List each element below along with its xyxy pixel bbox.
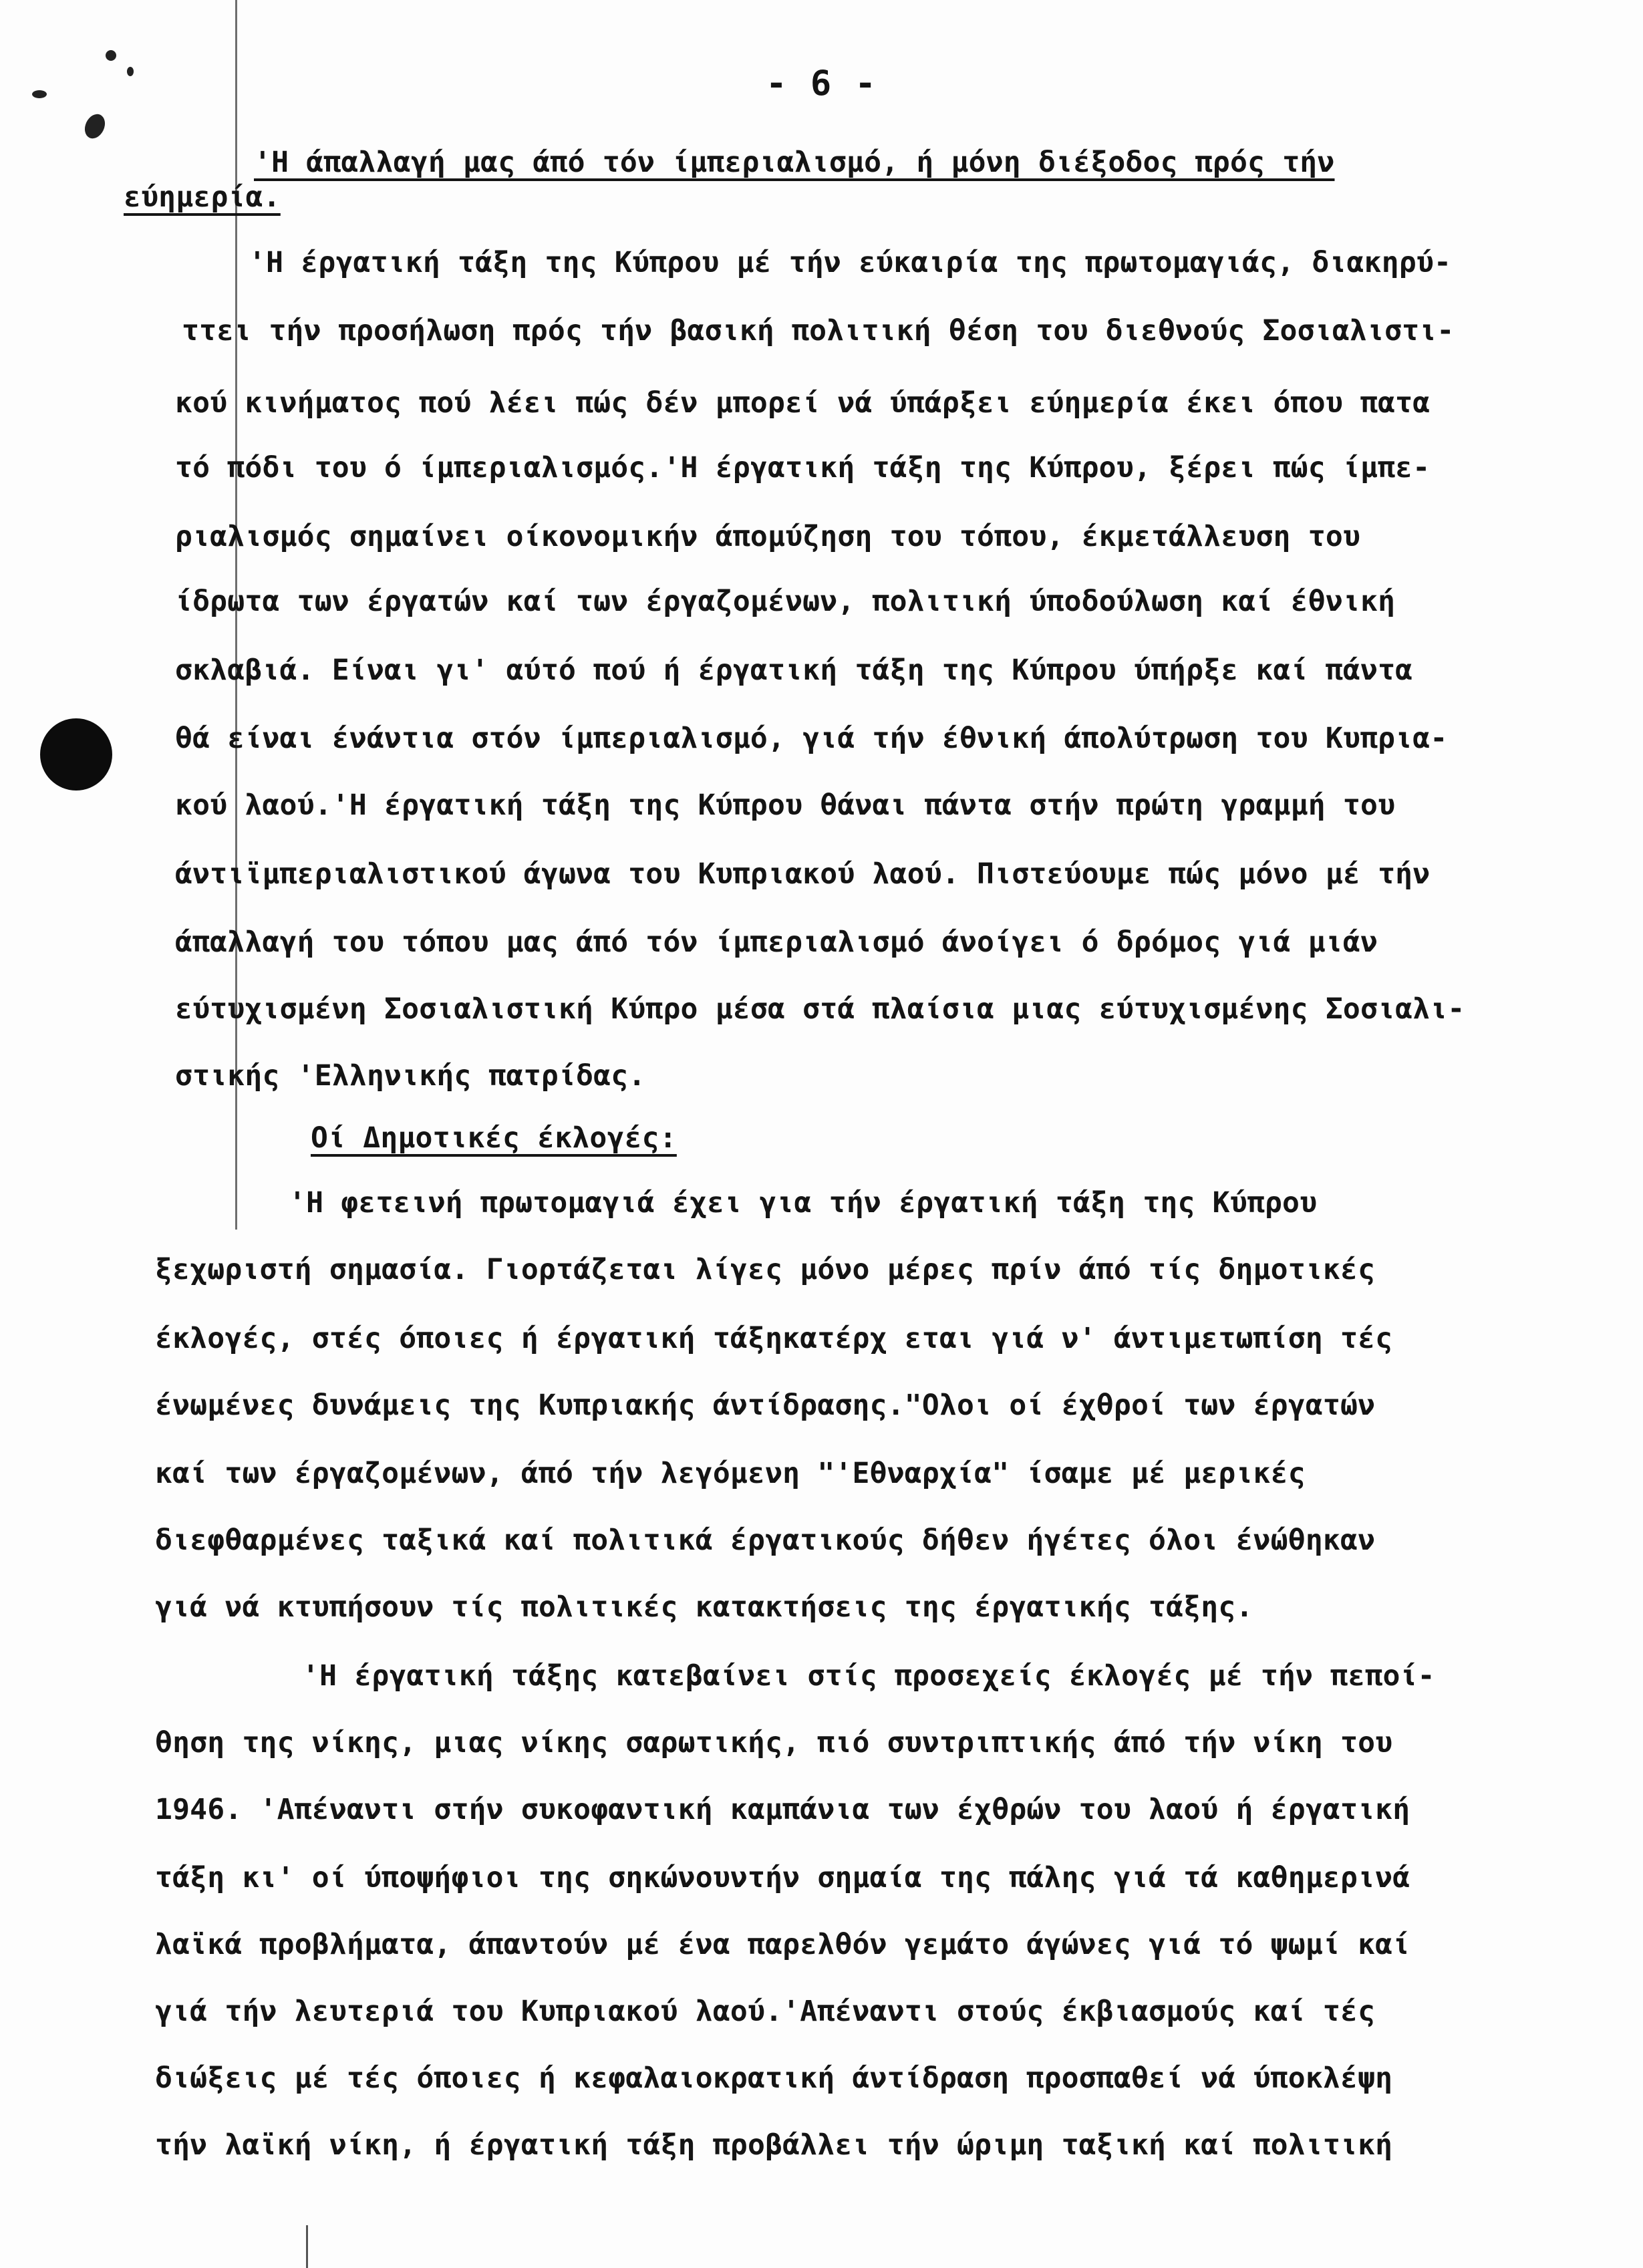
text-line: τάξη κι' οί ύποψήφιοι της σηκώνουντήν σημαία της πάλης γιά τά καθημερινά bbox=[155, 1861, 1410, 1894]
text-line: ριαλισμός σημαίνει οίκονομικήν άπομύζηση του τόπου, έκμετάλλευση του bbox=[175, 520, 1360, 553]
text-line: διεφθαρμένες ταξικά καί πολιτικά έργατικούς δήθεν ήγέτες όλοι ένώθηκαν bbox=[155, 1524, 1376, 1557]
text-line: ένωμένες δυνάμεις της Κυπριακής άντίδρασης."Ολοι οί έχθροί των έργατών bbox=[155, 1389, 1376, 1422]
text-line: άντιϊμπεριαλιστικού άγωνα του Κυπριακού λαού. Πιστεύουμε πώς μόνο μέ τήν bbox=[175, 857, 1431, 891]
punch-hole bbox=[40, 718, 112, 791]
text-line: άπαλλαγή του τόπου μας άπό τόν ίμπεριαλισμό άνοίγει ό δρόμος γιά μιάν bbox=[175, 926, 1378, 959]
text-line: ξεχωριστή σημασία. Γιορτάζεται λίγες μόνο μέρες πρίν άπό τίς δημοτικές bbox=[155, 1253, 1376, 1286]
text-line: 'Η έργατική τάξης κατεβαίνει στίς προσεχείς έκλογές μέ τήν πεποί- bbox=[302, 1659, 1435, 1693]
text-line: λαϊκά προβλήματα, άπαντούν μέ ένα παρελθόν γεμάτο άγώνες γιά τό ψωμί καί bbox=[155, 1928, 1410, 1961]
text-line: στικής 'Ελληνικής πατρίδας. bbox=[175, 1059, 646, 1093]
text-line: γιά τήν λευτεριά του Κυπριακού λαού.'Απέναντι στούς έκβιασμούς καί τές bbox=[155, 1995, 1376, 2028]
page-number: - 6 - bbox=[766, 63, 877, 104]
text-line: 'Η έργατική τάξη της Κύπρου μέ τήν εύκαιρία της πρωτομαγιάς, διακηρύ- bbox=[249, 246, 1452, 279]
text-line: ττει τήν προσήλωση πρός τήν βασική πολιτική θέση του διεθνούς Σοσιαλιστι- bbox=[182, 314, 1455, 347]
bottom-margin-tick bbox=[306, 2225, 308, 2268]
text-line: γιά νά κτυπήσουν τίς πολιτικές κατακτήσεις της έργατικής τάξης. bbox=[155, 1590, 1253, 1624]
text-line: θηση της νίκης, μιας νίκης σαρωτικής, πιό συντριπτικής άπό τήν νίκη του bbox=[155, 1726, 1393, 1759]
text-line: τό πόδι του ό ίμπεριαλισμός.'Η έργατική τάξη της Κύπρου, ξέρει πώς ίμπε- bbox=[175, 451, 1431, 484]
subheading: Οί Δημοτικές έκλογές: bbox=[311, 1121, 677, 1155]
text-line: σκλαβιά. Είναι γι' αύτό πού ή έργατική τάξη της Κύπρου ύπήρξε καί πάντα bbox=[175, 654, 1413, 687]
text-line: καί των έργαζομένων, άπό τήν λεγόμενη "'Εθναρχία" ίσαμε μέ μερικές bbox=[155, 1457, 1306, 1490]
heading-line-2: εύημερία. bbox=[124, 180, 281, 214]
ink-speck bbox=[81, 111, 108, 142]
heading-line-1: 'Η άπαλλαγή μας άπό τόν ίμπεριαλισμό, ή μόνη διέξοδος πρός τήν bbox=[254, 146, 1335, 179]
text-line: θά είναι ένάντια στόν ίμπεριαλισμό, γιά τήν έθνική άπολύτρωση του Κυπρια- bbox=[175, 722, 1448, 755]
text-line: εύτυχισμένη Σοσιαλιστική Κύπρο μέσα στά πλαίσια μιας εύτυχισμένης Σοσιαλι- bbox=[175, 992, 1465, 1026]
text-line: ίδρωτα των έργατών καί των έργαζομένων, πολιτική ύποδούλωση καί έθνική bbox=[175, 585, 1396, 618]
text-line: κού λαού.'Η έργατική τάξη της Κύπρου θάναι πάντα στήν πρώτη γραμμή του bbox=[175, 789, 1396, 822]
text-line: έκλογές, στές όποιες ή έργατική τάξηκατέρχ εται γιά ν' άντιμετωπίση τές bbox=[155, 1322, 1393, 1355]
text-line: τήν λαϊκή νίκη, ή έργατική τάξη προβάλλει τήν ώριμη ταξική καί πολιτική bbox=[155, 2128, 1393, 2162]
text-line: κού κινήματος πού λέει πώς δέν μπορεί νά ύπάρξει εύημερία έκει όπου πατα bbox=[175, 386, 1431, 420]
text-line: 1946. 'Απέναντι στήν συκοφαντική καμπάνια των έχθρών του λαού ή έργατική bbox=[155, 1793, 1410, 1826]
text-line: 'Η φετεινή πρωτομαγιά έχει για τήν έργατική τάξη της Κύπρου bbox=[289, 1186, 1318, 1220]
ink-speck bbox=[106, 50, 116, 61]
text-line: διώξεις μέ τές όποιες ή κεφαλαιοκρατική άντίδραση προσπαθεί νά ύποκλέψη bbox=[155, 2062, 1393, 2095]
